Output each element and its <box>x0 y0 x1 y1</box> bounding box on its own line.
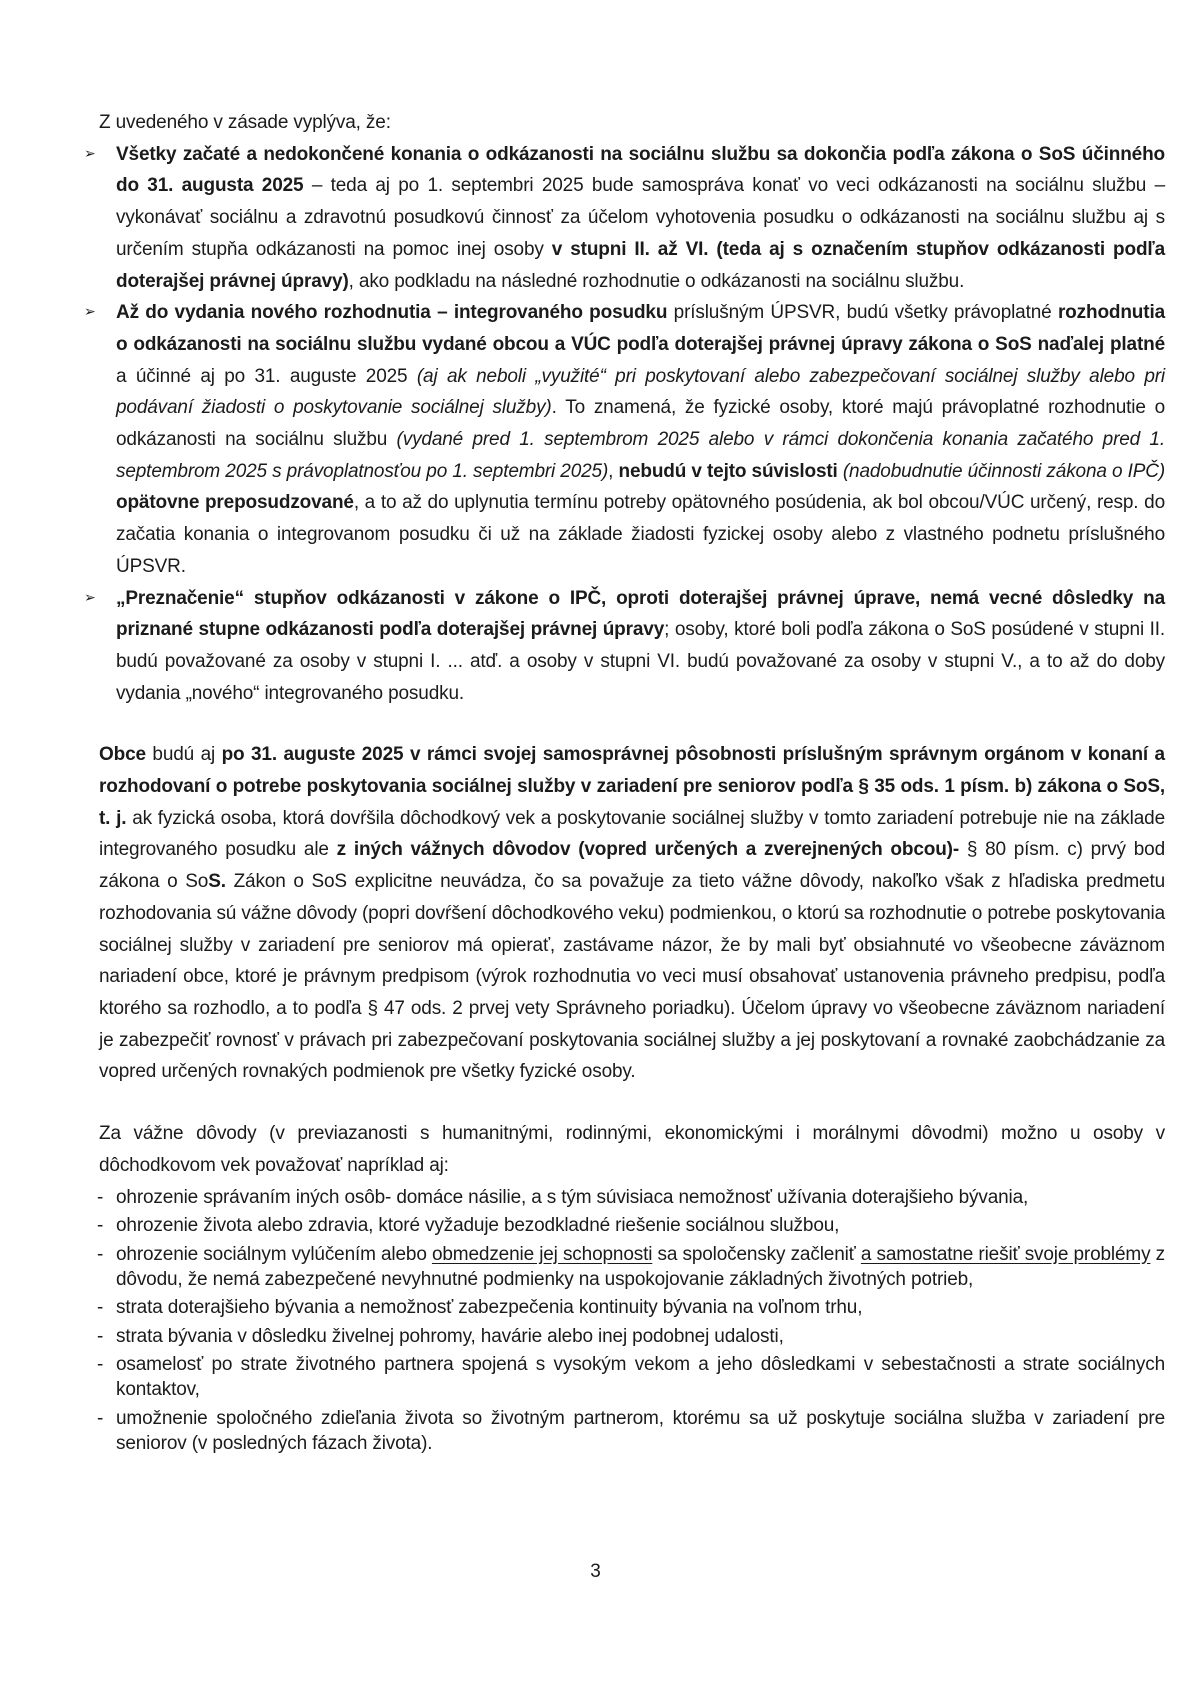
bullet-item-1 <box>84 139 1165 298</box>
dash-list-item-7-text: umožnenie spoločného zdieľania života so životným partnerom, ktorému sa už poskytuje sociálna služba v zariadení pre seniorov (v posledných fázach života). <box>116 1407 1165 1454</box>
dash-bullet-icon: - <box>97 1407 104 1429</box>
dash-list-item-6-text: osamelosť po strate životného partnera spojená s vysokým vekom a jeho dôsledkami v sebestačnosti a strate sociálnych kontaktov, <box>116 1354 1165 1400</box>
bullet-item-3 <box>84 583 1165 710</box>
arrow-bullet-list <box>84 139 1165 710</box>
dash-list-item-1 <box>97 1185 1165 1210</box>
dash-list-item-2-text: ohrozenie života alebo zdravia, ktoré vyžaduje bezodkladné riešenie sociálnou službou, <box>116 1215 840 1236</box>
dash-list-item-3-text: ohrozenie sociálnym vylúčením alebo obmedzenie jej schopnosti sa spoločensky začleniť a samostatne riešiť svoje problémy z dôvodu, že nemá zabezpečené nevyhnutné podmienky na uspokojovanie základných životných potrieb, <box>116 1243 1166 1290</box>
paragraph-serious-reasons-intro: Za vážne dôvody (v previazanosti s humanitnými, rodinnými, ekonomickými i morálnymi dôvodmi) možno u osoby v dôchodkovom vek považovať napríklad aj: <box>99 1123 1165 1176</box>
dash-list-item-5 <box>97 1324 1165 1349</box>
dash-list-item-2 <box>97 1213 1165 1238</box>
arrow-bullet-icon: ➢ <box>84 589 96 606</box>
bullet-item-2 <box>84 297 1165 582</box>
dash-bullet-icon: - <box>97 1243 104 1265</box>
arrow-bullet-icon: ➢ <box>84 304 96 321</box>
dash-bullet-icon: - <box>97 1186 104 1208</box>
intro-paragraph: Z uvedeného v zásade vyplýva, že: <box>99 112 391 133</box>
dash-list-item-3 <box>97 1242 1165 1292</box>
paragraph-obce: Obce budú aj po 31. auguste 2025 v rámci svojej samosprávnej pôsobnosti príslušným správnym orgánom v konaní a rozhodovaní o potrebe poskytovania sociálnej služby v zariadení pre seniorov podľa § 35 ods. 1 písm. b) zákona o SoS, t. j. ak fyzická osoba, ktorá dovŕšila dôchodkový vek a poskytovanie sociálnej služby v tomto zariadení potrebuje nie na základe integrovaného posudku ale z iných vážnych dôvodov (vopred určených a zverejnených obcou)- § 80 písm. c) prvý bod zákona o SoS. Zákon o SoS explicitne neuvádza, čo sa považuje za tieto vážne dôvody, nakoľko však z hľadiska predmetu rozhodovania sú vážne dôvody (popri dovŕšení dôchodkového veku) podmienkou, o ktorú sa rozhodnutie o potrebe poskytovania sociálnej služby v zariadení pre seniorov má opierať, zastávame názor, že by mali byť obsiahnuté vo všeobecne záväznom nariadení obce, ktoré je právnym predpisom (výrok rozhodnutia vo veci musí obsahovať ustanovenia právneho predpisu, podľa ktorého sa rozhodlo, a to podľa § 47 ods. 2 prvej vety Správneho poriadku). Účelom úpravy vo všeobecne záväznom nariadení je zabezpečiť rovnosť v právach pri zabezpečovaní poskytovania sociálnej služby a jej poskytovaní a rovnaké zaobchádzanie za vopred určených rovnakých podmienok pre všetky fyzické osoby. <box>99 744 1165 1083</box>
dash-list <box>97 1185 1165 1456</box>
dash-list-item-1-text: ohrozenie správaním iných osôb- domáce násilie, a s tým súvisiaca nemožnosť užívania doterajšieho bývania, <box>116 1186 1029 1208</box>
dash-bullet-icon: - <box>97 1325 104 1347</box>
bullet-item-3-text: „Preznačenie“ stupňov odkázanosti v zákone o IPČ, oproti doterajšej právnej úprave, nemá vecné dôsledky na priznané stupne odkázanosti podľa doterajšej právnej úpravy; osoby, ktoré boli podľa zákona o SoS posúdené v stupni II. budú považované za osoby v stupni I. ... atď. a osoby v stupni VI. budú považované za osoby v stupni V., a to až do doby vydania „nového“ integrovaného posudku. <box>116 587 1165 704</box>
bullet-item-2-text: Až do vydania nového rozhodnutia – integrovaného posudku príslušným ÚPSVR, budú všetky právoplatné rozhodnutia o odkázanosti na sociálnu službu vydané obcou a VÚC podľa doterajšej právnej úpravy zákona o SoS naďalej platné a účinné aj po 31. auguste 2025 (aj ak neboli „využité“ pri poskytovaní alebo zabezpečovaní sociálnej služby alebo pri podávaní žiadosti o poskytovanie sociálnej služby). To znamená, že fyzické osoby, ktoré majú právoplatné rozhodnutie o odkázanosti na sociálnu službu (vydané pred 1. septembrom 2025 alebo v rámci dokončenia konania začatého pred 1. septembrom 2025 s právoplatnosťou po 1. septembri 2025), nebudú v tejto súvislosti (nadobudnutie účinnosti zákona o IPČ) opätovne preposudzované, a to až do uplynutia termínu potreby opätovného posúdenia, ak bol obcou/VÚC určený, resp. do začatia konania o integrovanom posudku či už na základe žiadosti fyzickej osoby alebo z vlastného podnetu príslušného ÚPSVR. <box>116 302 1165 577</box>
dash-list-item-5-text: strata bývania v dôsledku živelnej pohromy, havárie alebo inej podobnej udalosti, <box>116 1325 784 1347</box>
dash-list-item-4 <box>97 1295 1165 1320</box>
dash-bullet-icon: - <box>97 1354 104 1375</box>
dash-list-item-4-text: strata doterajšieho bývania a nemožnosť zabezpečenia kontinuity bývania na voľnom trhu, <box>116 1297 863 1318</box>
dash-list-item-7 <box>97 1406 1165 1456</box>
page-number: 3 <box>590 1561 601 1582</box>
dash-list-item-6 <box>97 1352 1165 1402</box>
dash-bullet-icon: - <box>97 1215 104 1236</box>
dash-bullet-icon: - <box>97 1297 104 1318</box>
arrow-bullet-icon: ➢ <box>84 145 96 162</box>
bullet-item-1-text: Všetky začaté a nedokončené konania o odkázanosti na sociálnu službu sa dokončia podľa zákona o SoS účinného do 31. augusta 2025 – teda aj po 1. septembri 2025 bude samospráva konať vo veci odkázanosti na sociálnu službu – vykonávať sociálnu a zdravotnú posudkovú činnosť za účelom vyhotovenia posudku o odkázanosti na sociálnu službu aj s určením stupňa odkázanosti na pomoc inej osoby v stupni II. až VI. (teda aj s označením stupňov odkázanosti podľa doterajšej právnej úpravy), ako podkladu na následné rozhodnutie o odkázanosti na sociálnu službu. <box>116 143 1165 292</box>
